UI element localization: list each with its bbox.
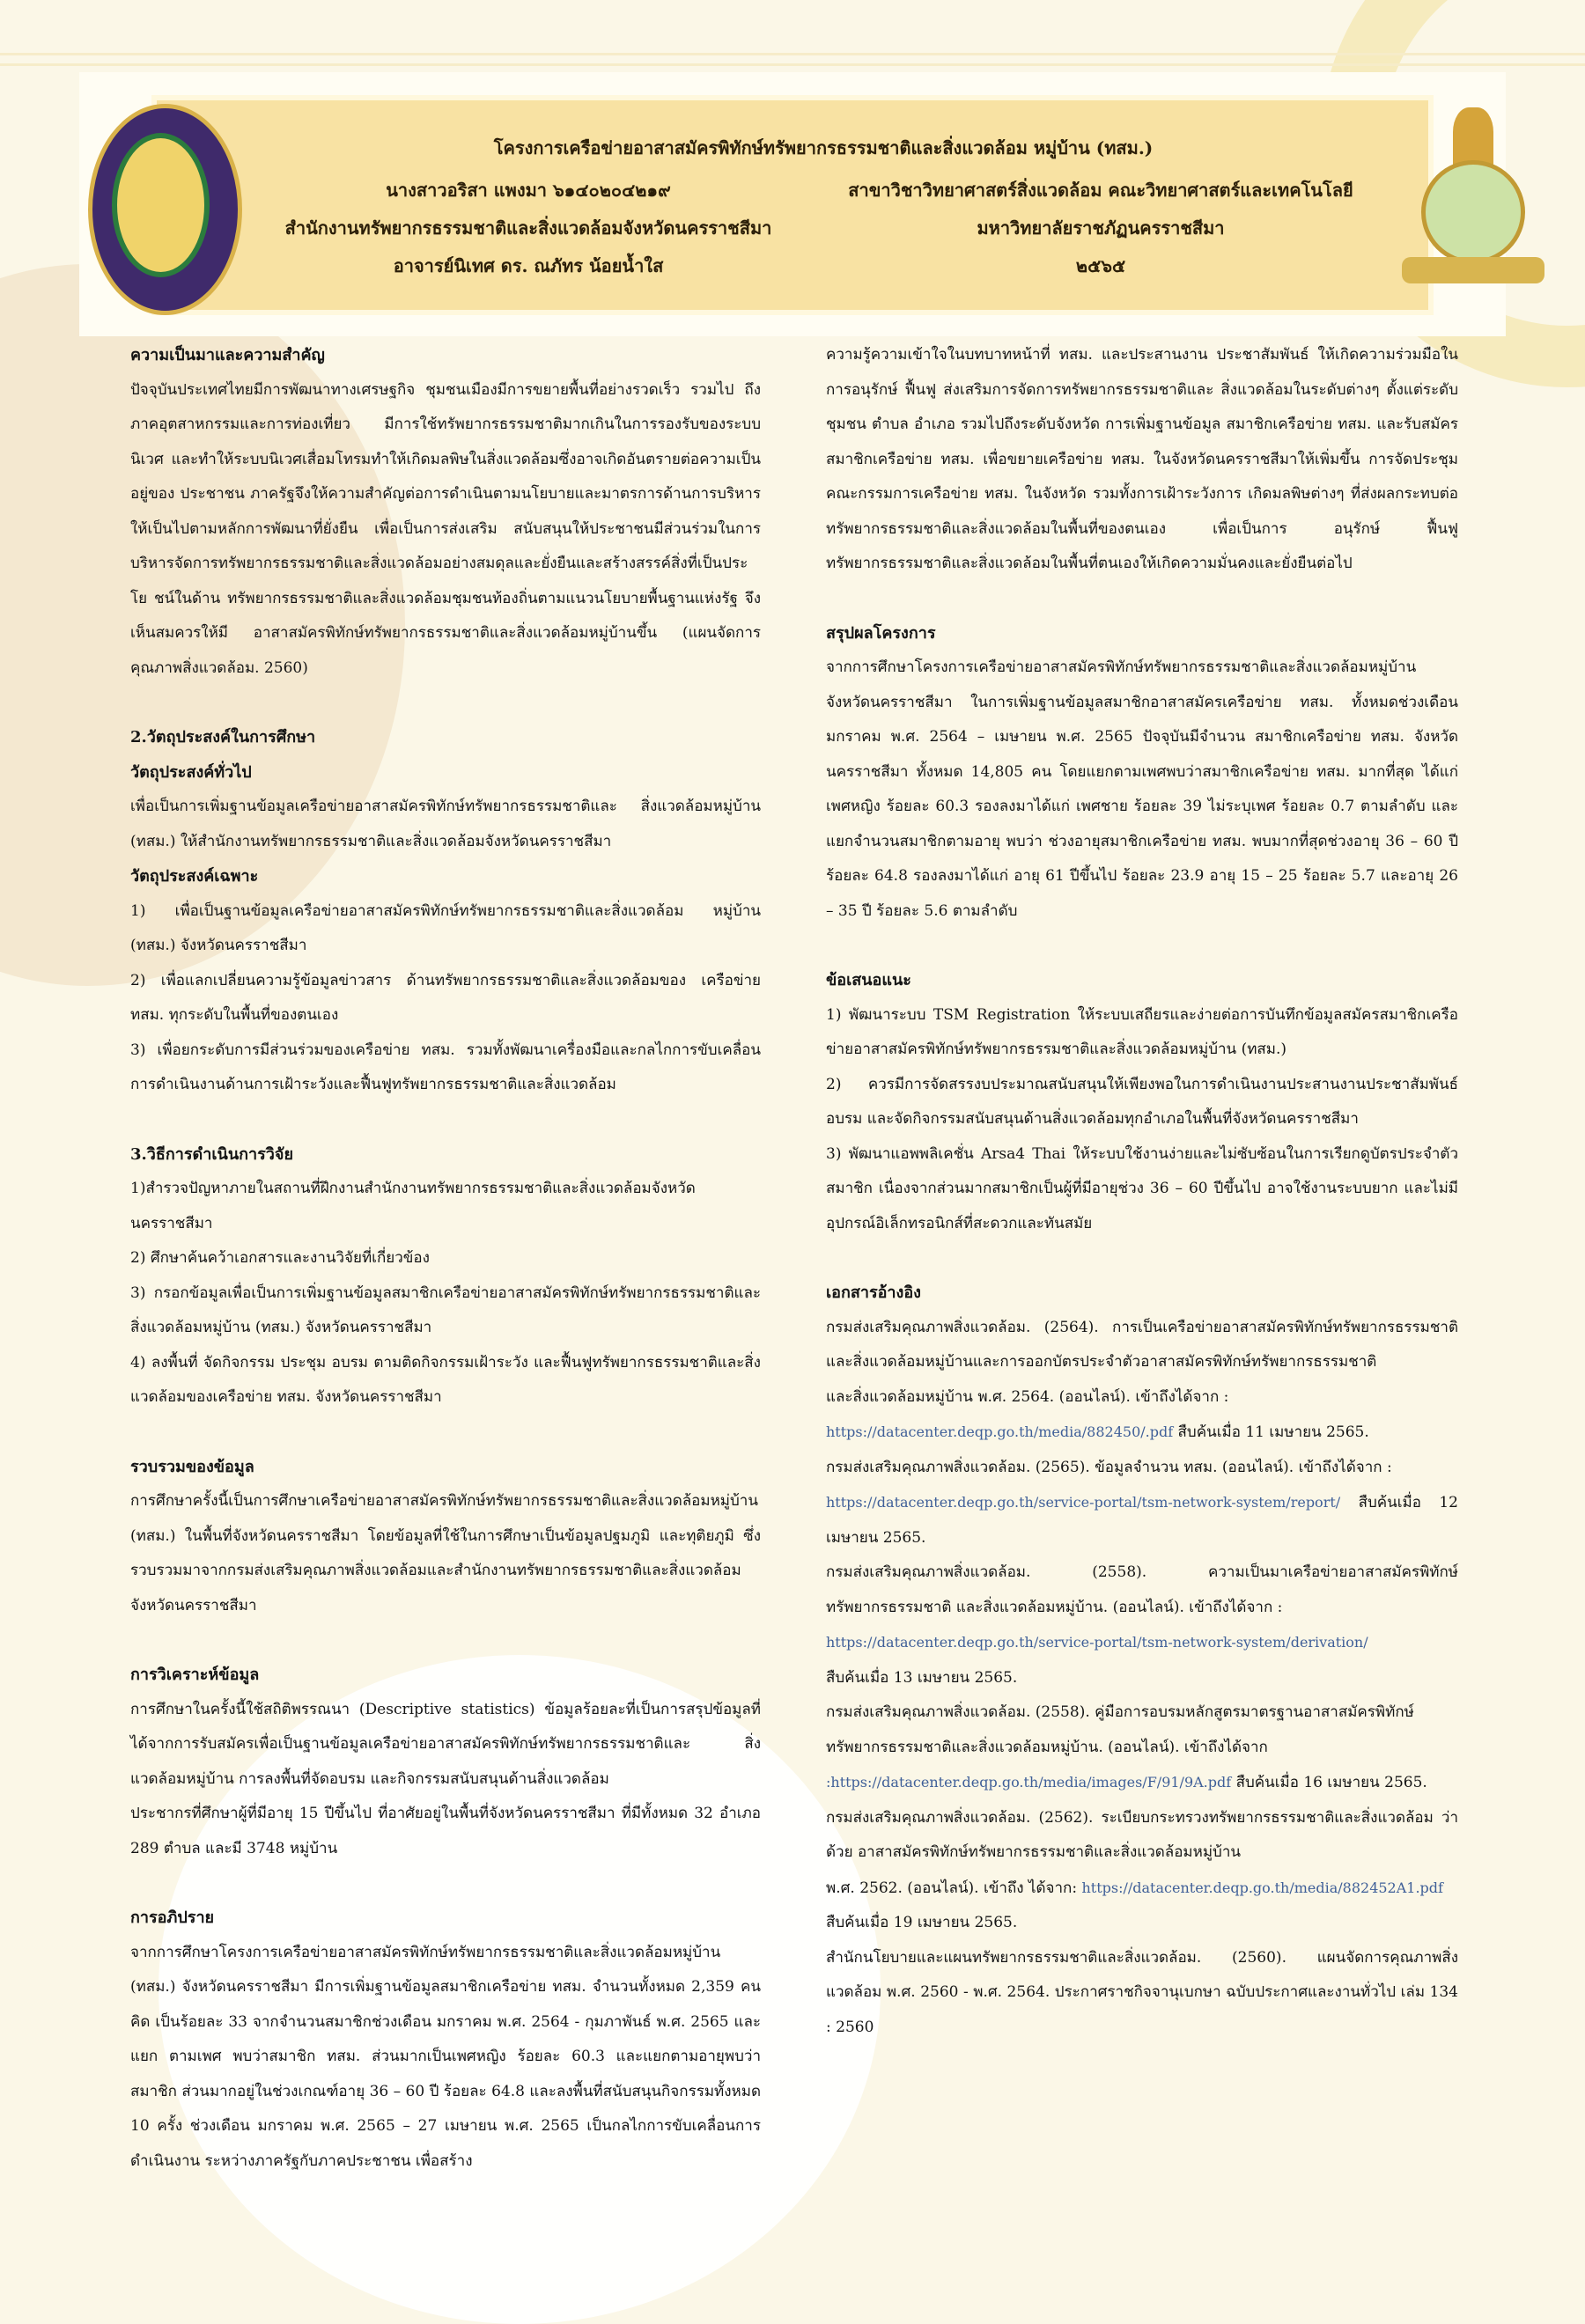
body-paragraph: ปัจจุบันประเทศไทยมีการพัฒนาทางเศรษฐกิจ ชุมชนเมืองมีการขยายพื้นที่อย่างรวดเร็ว รวมไป ถึงภาคอุตสาหกรรมและการท่องเที่ยว มีการใช้ทรัพยากรธรรมชาติมากเกินในการรองรับของระบบนิเวศ และทำให้ระบบนิเวศเสื่อมโทรมทำให้เกิดมลพิษในสิ่งแวดล้อมซึ่งอาจเกิดอันตรายต่อความเป็นอยู่ของ ประชาชน ภาครัฐจึงให้ความสำคัญต่อการดำเนินตามนโยบายและมาตรการด้านการบริหารให้เป็นไปตามหลักการพัฒนาที่ยั่งยืน เพื่อเป็นการส่งเสริม สนับสนุนให้ประชาชนมีส่วนร่วมในการบริหารจัดการทรัพยากรธรรมชาติและสิ่งแวดล้อมอย่างสมดุลและยั่งยืนและสร้างสรรค์สิ่งที่เป็นประโย ชน์ในด้าน ทรัพยากรธรรมชาติและสิ่งแวดล้อมชุมชนท้องถิ่นตามแนวนโยบายพื้นฐานแห่งรัฐ จึงเห็นสมควรให้มี อาสาสมัครพิทักษ์ทรัพยากรธรรมชาติและสิ่งแวดล้อมหมู่บ้านขึ้น (แผนจัดการคุณภาพสิ่งแวดล้อม. 2560) (130, 380, 761, 677)
reference-text: สืบค้นเมื่อ 12 เมษายน 2565. (826, 1494, 1458, 1547)
reference-link[interactable]: https://datacenter.deqp.go.th/media/882450/.pdf (826, 1423, 1174, 1440)
section-heading: การอภิปราย (130, 1908, 215, 1927)
reference-link[interactable]: https://datacenter.deqp.go.th/service-portal/tsm-network-system/report/ (826, 1494, 1341, 1511)
section-spacer (826, 1241, 1458, 1276)
section-spacer (826, 929, 1458, 963)
section-heading: วัตถุประสงค์ทั่วไป (130, 762, 252, 782)
section-spacer (130, 686, 761, 720)
body-paragraph: กรมส่งเสริมคุณภาพสิ่งแวดล้อม. (2564). การเป็นเครือข่ายอาสาสมัครพิทักษ์ทรัพยากรธรรมชาติและสิ่งแวดล้อมหมู่บ้านและการออกบัตรประจำตัวอาสาสมัครพิทักษ์ทรัพยากรธรรมชาติ (826, 1318, 1458, 1371)
body-paragraph: 3) เพื่อยกระดับการมีส่วนร่วมของเครือข่าย ทสม. รวมทั้งพัฒนาเครื่องมือและกลไกการขับเคลื่อนการดำเนินงานด้านการเฝ้าระวังและฟื้นฟูทรัพยากรธรรมชาติและสิ่งแวดล้อม (130, 1041, 761, 1093)
body-paragraph: 1) เพื่อเป็นฐานข้อมูลเครือข่ายอาสาสมัครพิทักษ์ทรัพยากรธรรมชาติและสิ่งแวดล้อม หมู่บ้าน (ทสม.) จังหวัดนครราชสีมา (130, 901, 761, 954)
advisor-name: อาจารย์นิเทศ ดร. ณภัทร น้อยน้ำใส (393, 255, 664, 276)
department-name: สาขาวิชาวิทยาศาสตร์สิ่งแวดล้อม คณะวิทยาศาสตร์และเทคโนโลยี (848, 180, 1353, 201)
section-spacer (130, 1103, 761, 1137)
reference-line (826, 1415, 1458, 1451)
section-heading: การวิเคราะห์ข้อมูล (130, 1666, 260, 1684)
header-row (264, 252, 1382, 290)
body-paragraph: และสิ่งแวดล้อมหมู่บ้าน พ.ศ. 2564. (ออนไลน์). เข้าถึงได้จาก : (826, 1387, 1229, 1406)
header-row (264, 176, 1382, 214)
reference-link[interactable]: https://datacenter.deqp.go.th/media/882452A1.pdf (1081, 1879, 1443, 1896)
poster-header (264, 134, 1382, 290)
seal-emblem (1421, 160, 1525, 264)
section-spacer (826, 582, 1458, 616)
body-paragraph: 2) ศึกษาค้นคว้าเอกสารและงานวิจัยที่เกี่ยวข้อง (130, 1249, 430, 1267)
body-paragraph: 4) ลงพื้นที่ จัดกิจกรรม ประชุม อบรม ตามติดกิจกรรมเฝ้าระวัง และฟื้นฟูทรัพยากรธรรมชาติและสิ่งแวดล้อมของเครือข่าย ทสม. จังหวัดนครราชสีมา (130, 1353, 761, 1406)
body-paragraph: สืบค้นเมื่อ 13 เมษายน 2565. (826, 1668, 1018, 1687)
body-paragraph: จากการศึกษาโครงการเครือข่ายอาสาสมัครพิทักษ์ทรัพยากรธรรมชาติและสิ่งแวดล้อมหมู่บ้าน (ทสม.) จังหวัดนครราชสีมา มีการเพิ่มฐานข้อมูลสมาชิกเครือข่าย ทสม. จำนวนทั้งหมด 2,359 คน คิด เป็นร้อยละ 33 จากจำนวนสมาชิกช่วงเดือน มกราคม พ.ศ. 2564 - กุมภาพันธ์ พ.ศ. 2565 และแยก ตามเพศ พบว่าสมาชิก ทสม. ส่วนมากเป็นเพศหญิง ร้อยละ 60.3 และแยกตามอายุพบว่าสมาชิก ส่วนมากอยู่ในช่วงเกณฑ์อายุ 36 – 60 ปี ร้อยละ 64.8 และลงพื้นที่สนับสนุนกิจกรรมทั้งหมด 10 ครั้ง ช่วงเดือน มกราคม พ.ศ. 2565 – 27 เมษายน พ.ศ. 2565 เป็นกลไกการขับเคลื่อนการดำเนินงาน ระหว่างภาครัฐกับภาคประชาชน เพื่อสร้าง (130, 1943, 761, 2170)
background-stripe (0, 53, 1585, 55)
body-paragraph: สืบค้นเมื่อ 19 เมษายน 2565. (826, 1914, 1018, 1931)
reference-link[interactable]: https://datacenter.deqp.go.th/service-portal/tsm-network-system/derivation/ (826, 1634, 1368, 1651)
body-paragraph: เพื่อเป็นการเพิ่มฐานข้อมูลเครือข่ายอาสาสมัครพิทักษ์ทรัพยากรธรรมชาติและ สิ่งแวดล้อมหมู่บ้าน (ทสม.) ให้สำนักงานทรัพยากรธรรมชาติและสิ่งแวดล้อมจังหวัดนครราชสีมา (130, 798, 761, 850)
section-heading: วัตถุประสงค์เฉพาะ (130, 867, 259, 886)
section-heading: สรุปผลโครงการ (826, 623, 936, 643)
body-paragraph: 2) ควรมีการจัดสรรงบประมาณสนับสนุนให้เพียงพอในการดำเนินงานประสานงานประชาสัมพันธ์ อบรม และจัดกิจกรรมสนับสนุนด้านสิ่งแวดล้อมทุกอำเภอในพื้นที่จังหวัดนครราชสีมา (826, 1075, 1458, 1128)
university-logo (88, 104, 242, 315)
reference-text: สืบค้นเมื่อ 11 เมษายน 2565. (1173, 1423, 1369, 1441)
body-paragraph: 2) เพื่อแลกเปลี่ยนความรู้ข้อมูลข่าวสาร ด้านทรัพยากรธรรมชาติและสิ่งแวดล้อมของ เครือข่าย ทสม. ทุกระดับในพื้นที่ของตนเอง (130, 971, 761, 1024)
author-name: นางสาวอริสา แพงมา ๖๑๔๐๒๐๔๒๑๙ (386, 180, 671, 201)
section-heading: 3.วิธีการดำเนินการวิจัย (130, 1144, 293, 1164)
section-spacer (130, 1416, 761, 1450)
body-paragraph: จากการศึกษาโครงการเครือข่ายอาสาสมัครพิทักษ์ทรัพยากรธรรมชาติและสิ่งแวดล้อมหมู่บ้าน จังหวัดนครราชสีมา ในการเพิ่มฐานข้อมูลสมาชิกอาสาสมัครเครือข่าย ทสม. ทั้งหมดช่วงเดือน มกราคม พ.ศ. 2564 – เมษายน พ.ศ. 2565 ปัจจุบันมีจำนวน สมาชิกเครือข่าย ทสม. จังหวัดนครราชสีมา ทั้งหมด 14,805 คน โดยแยกตามเพศพบว่าสมาชิกเครือข่าย ทสม. มากที่สุด ได้แก่ เพศหญิง ร้อยละ 60.3 รองลงมาได้แก่ เพศชาย ร้อยละ 39 ไม่ระบุเพศ ร้อยละ 0.7 ตามลำดับ และแยกจำนวนสมาชิกตามอายุ พบว่า ช่วงอายุสมาชิกเครือข่าย ทสม. พบมากที่สุดช่วงอายุ 36 – 60 ปี ร้อยละ 64.8 รองลงมาได้แก่ อายุ 61 ปีขึ้นไป ร้อยละ 23.9 อายุ 15 – 25 ร้อยละ 5.7 และอายุ 26 – 35 ปี ร้อยละ 5.6 ตามลำดับ (826, 658, 1458, 920)
section-heading: 2.วัตถุประสงค์ในการศึกษา (130, 728, 316, 746)
body-paragraph: กรมส่งเสริมคุณภาพสิ่งแวดล้อม. (2558). ความเป็นมาเครือข่ายอาสาสมัครพิทักษ์ทรัพยากรธรรมชาติ และสิ่งแวดล้อมหมู่บ้าน. (ออนไลน์). เข้าถึงได้จาก : (826, 1563, 1458, 1616)
body-paragraph: การศึกษาครั้งนี้เป็นการศึกษาเครือข่ายอาสาสมัครพิทักษ์ทรัพยากรธรรมชาติและสิ่งแวดล้อมหมู่บ้าน (ทสม.) ในพื้นที่จังหวัดนครราชสีมา โดยข้อมูลที่ใช้ในการศึกษาเป็นข้อมูลปฐมภูมิ และทุติยภูมิ ซึ่งรวบรวมมาจากกรมส่งเสริมคุณภาพสิ่งแวดล้อมและสำนักงานทรัพยากรธรรมชาติและสิ่งแวดล้อม จังหวัดนครราชสีมา (130, 1492, 761, 1614)
reference-line (826, 1485, 1458, 1555)
reference-line (826, 1765, 1458, 1801)
body-paragraph: 1) พัฒนาระบบ TSM Registration ให้ระบบเสถียรและง่ายต่อการบันทึกข้อมูลสมัครสมาชิกเครือข่ายอาสาสมัครพิทักษ์ทรัพยากรธรรมชาติและสิ่งแวดล้อมหมู่บ้าน (ทสม.) (826, 1005, 1458, 1058)
body-paragraph: กรมส่งเสริมคุณภาพสิ่งแวดล้อม. (2562). ระเบียบกระทรวงทรัพยากรธรรมชาติและสิ่งแวดล้อม ว่าด้วย อาสาสมัครพิทักษ์ทรัพยากรธรรมชาติและสิ่งแวดล้อมหมู่บ้าน (826, 1808, 1458, 1861)
section-heading: ข้อเสนอแนะ (826, 971, 911, 989)
reference-link[interactable]: :https://datacenter.deqp.go.th/media/images/F/91/9A.pdf (826, 1774, 1232, 1791)
reference-line (826, 1871, 1458, 1907)
province-seal-logo (1398, 107, 1548, 301)
reference-line (826, 1625, 1458, 1661)
body-paragraph: กรมส่งเสริมคุณภาพสิ่งแวดล้อม. (2558). คู่มือการอบรมหลักสูตรมาตรฐานอาสาสมัครพิทักษ์ (826, 1703, 1414, 1721)
body-paragraph: กรมส่งเสริมคุณภาพสิ่งแวดล้อม. (2565). ข้อมูลจำนวน ทสม. (ออนไลน์). เข้าถึงได้จาก : (826, 1458, 1392, 1476)
year: ๒๕๖๕ (1075, 255, 1126, 276)
body-paragraph: สำนักนโยบายและแผนทรัพยากรธรรมชาติและสิ่งแวดล้อม. (2560). แผนจัดการคุณภาพสิ่งแวดล้อม พ.ศ. 2560 - พ.ศ. 2564. ประกาศราชกิจจานุเบกษา ฉบับประกาศและงานทั่วไป เล่ม 134 : 2560 (826, 1948, 1458, 2036)
body-paragraph: การศึกษาในครั้งนี้ใช้สถิติพรรณนา (Descriptive statistics) ข้อมูลร้อยละที่เป็นการสรุปข้อมูลที่ได้จากการรับสมัครเพื่อเป็นฐานข้อมูลเครือข่ายอาสาสมัครพิทักษ์ทรัพยากรธรรมชาติและ สิ่งแวดล้อมหมู่บ้าน การลงพื้นที่จัดอบรม และกิจกรรมสนับสนุนด้านสิ่งแวดล้อม (130, 1700, 761, 1788)
seal-ribbon (1402, 257, 1544, 283)
section-heading: ความเป็นมาและความสำคัญ (130, 346, 325, 364)
poster-title: โครงการเครือข่ายอาสาสมัครพิทักษ์ทรัพยากรธรรมชาติและสิ่งแวดล้อม หมู่บ้าน (ทสม.) (493, 137, 1154, 158)
body-paragraph: ทรัพยากรธรรมชาติและสิ่งแวดล้อมหมู่บ้าน. (ออนไลน์). เข้าถึงได้จาก (826, 1738, 1268, 1756)
body-paragraph: 3) กรอกข้อมูลเพื่อเป็นการเพิ่มฐานข้อมูลสมาชิกเครือข่ายอาสาสมัครพิทักษ์ทรัพยากรธรรมชาติและสิ่งแวดล้อมหมู่บ้าน (ทสม.) จังหวัดนครราชสีมา (130, 1283, 761, 1336)
reference-text: พ.ศ. 2562. (ออนไลน์). เข้าถึง ได้จาก: (826, 1879, 1082, 1897)
body-paragraph: 1)สำรวจปัญหาภายในสถานที่ฝึกงานสำนักงานทรัพยากรธรรมชาติและสิ่งแวดล้อมจังหวัดนครราชสีมา (130, 1180, 696, 1232)
left-column (130, 338, 761, 2179)
section-heading: เอกสารอ้างอิง (826, 1283, 921, 1302)
right-column (826, 338, 1458, 2045)
section-heading: รวบรวมของข้อมูล (130, 1457, 254, 1476)
background-stripe (0, 63, 1585, 66)
body-paragraph: 3) พัฒนาแอพพลิเคชั่น Arsa4 Thai ให้ระบบใช้งานง่ายและไม่ซับซ้อนในการเรียกดูบัตรประจำตัวสมาชิก เนื่องจากส่วนมากสมาชิกเป็นผู้ที่มีอายุช่วง 36 – 60 ปีขึ้นไป อาจใช้งานระบบยาก และไม่มีอุปกรณ์อิเล็กทรอนิกส์ที่สะดวกและทันสมัย (826, 1144, 1458, 1232)
body-paragraph: ความรู้ความเข้าใจในบทบาทหน้าที่ ทสม. และประสานงาน ประชาสัมพันธ์ ให้เกิดความร่วมมือในการอนุรักษ์ ฟื้นฟู ส่งเสริมการจัดการทรัพยากรธรรมชาติและ สิ่งแวดล้อมในระดับต่างๆ ตั้งแต่ระดับ ชุมชน ตำบล อำเภอ รวมไปถึงระดับจังหวัด การเพิ่มฐานข้อมูล สมาชิกเครือข่าย ทสม. และรับสมัครสมาชิกเครือข่าย ทสม. เพื่อขยายเครือข่าย ทสม. ในจังหวัดนครราชสีมาให้เพิ่มขึ้น การจัดประชุมคณะกรรมการเครือข่าย ทสม. ในจังหวัด รวมทั้งการเฝ้าระวังการ เกิดมลพิษต่างๆ ที่ส่งผลกระทบต่อทรัพยากรธรรมชาติและสิ่งแวดล้อมในพื้นที่ของตนเอง เพื่อเป็นการ อนุรักษ์ ฟื้นฟู ทรัพยากรธรรมชาติและสิ่งแวดล้อมในพื้นที่ตนเองให้เกิดความมั่นคงและยั่งยืนต่อไป (826, 346, 1458, 572)
reference-text: สืบค้นเมื่อ 16 เมษายน 2565. (1231, 1774, 1427, 1791)
section-spacer (130, 1623, 761, 1658)
university-name: มหาวิทยาลัยราชภัฏนครราชสีมา (977, 217, 1225, 239)
header-row (264, 214, 1382, 252)
internship-office: สำนักงานทรัพยากรธรรมชาติและสิ่งแวดล้อมจังหวัดนครราชสีมา (284, 217, 772, 239)
section-spacer (130, 1866, 761, 1901)
body-paragraph: ประชากรที่ศึกษาผู้ที่มีอายุ 15 ปีขึ้นไป ที่อาศัยอยู่ในพื้นที่จังหวัดนครราชสีมา ที่มีทั้งหมด 32 อำเภอ 289 ตำบล และมี 3748 หมู่บ้าน (130, 1805, 761, 1857)
